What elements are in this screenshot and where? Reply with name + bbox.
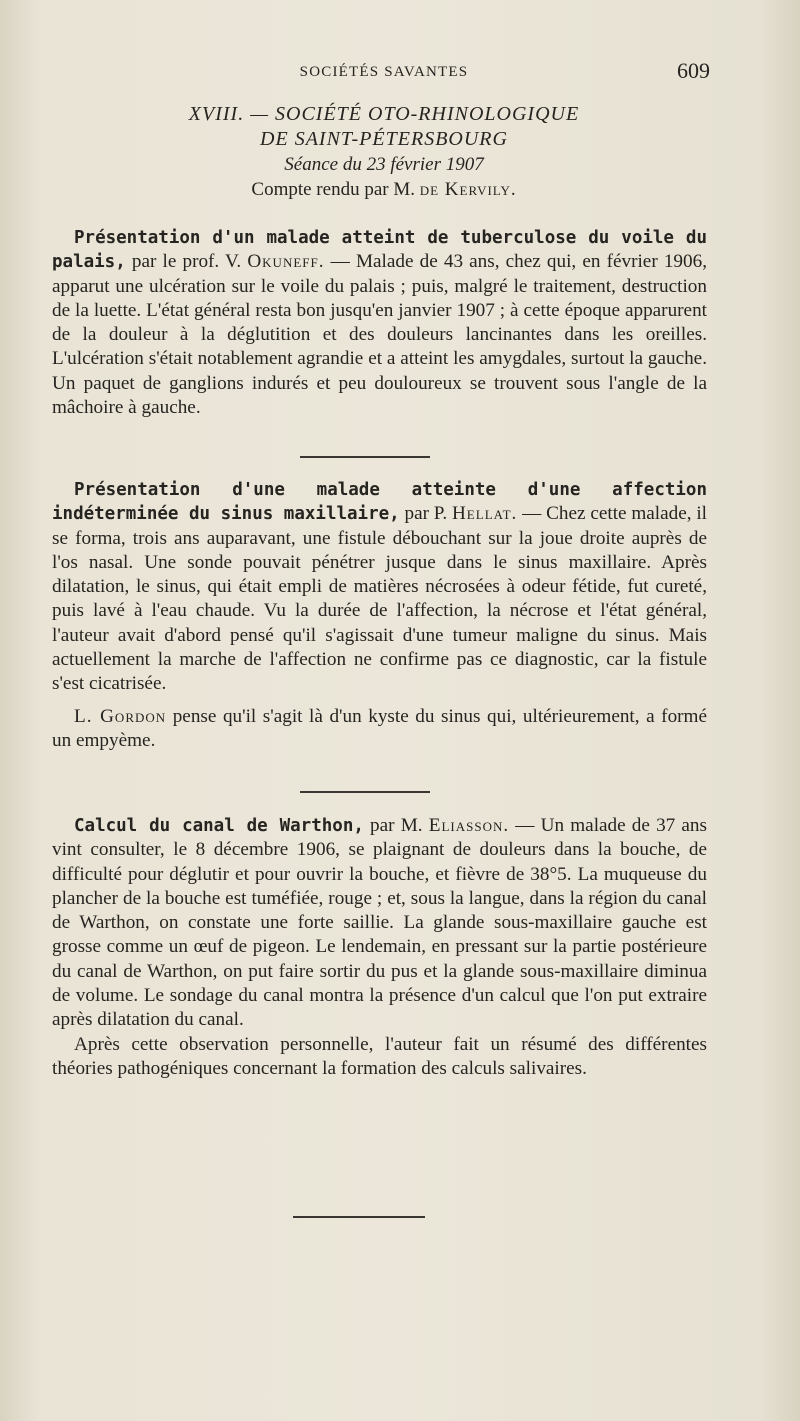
section-paragraph	[52, 814, 707, 1033]
section-paragraph	[52, 226, 707, 420]
section-author: L. Gordon	[74, 705, 167, 727]
section-title: Présentation d'une malade atteinte d'une affection indéterminée du sinus maxillaire,	[52, 480, 707, 525]
section-by: par M.	[363, 815, 429, 836]
section-divider	[300, 791, 430, 793]
page-number: 609	[677, 58, 710, 83]
running-head	[52, 56, 716, 88]
section-author: Hellat.	[451, 503, 518, 525]
section-text: — Malade de 43 ans, chez qui, en février 1906, apparut une ulcération sur le voile du palais ; puis, malgré le traitement, destruction de la luette. L'état général resta bon jusqu'en janvier 1907 ; à cette époque apparurent de la douleur à la déglutition et des douleurs lancinantes dans les oreilles. L'ulcération s'était notablement agrandie et a atteint les amygdales, surtout la gauche. Un paquet de ganglions indurés et peu douloureux se trouvent sous l'angle de la mâchoire à gauche.	[52, 251, 707, 419]
section-calculus	[52, 814, 707, 1081]
section-author: Eliasson.	[428, 815, 510, 836]
society-heading	[52, 102, 716, 202]
society-name-line1: XVIII. — SOCIÉTÉ OTO-RHINOLOGIQUE	[188, 103, 580, 125]
society-name-line2: DE SAINT-PÉTERSBOURG	[260, 128, 508, 150]
section-text: — Chez cette malade, il se forma, trois ans auparavant, une fistule débouchant sur la joue droite auprès de l'os nasal. Une sonde pouvait pénétrer jusque dans le sinus maxillaire. Après dilatation, le sinus, qui était empli de matières nécrosées à odeur fétide, fut cureté, puis lavé à l'eau chaude. Vu la durée de l'affection, la nécrose et l'état général, l'auteur avait d'abord pensé qu'il s'agissait d'une tumeur maligne du sinus. Mais actuellement la marche de l'affection ne confirme pas ce diagnostic, car la fistule s'est cicatrisée.	[52, 503, 708, 695]
section-text: pense qu'il s'agit là d'un kyste du sinus qui, ultérieurement, a formé un empyème.	[52, 705, 707, 751]
session-date: Séance du 23 février 1907	[284, 154, 484, 175]
section-sinus	[52, 478, 707, 753]
reporter-name: de Kervily.	[419, 179, 517, 200]
reporter-prefix: Compte rendu par M.	[251, 179, 420, 200]
section-divider	[300, 456, 430, 458]
section-paragraph	[52, 705, 707, 754]
section-title: Calcul du canal de Warthon,	[74, 816, 364, 836]
section-paragraph	[52, 478, 707, 697]
end-divider	[293, 1216, 425, 1218]
reporter-line	[52, 177, 716, 202]
running-title: SOCIÉTÉS SAVANTES	[299, 64, 469, 80]
section-tuberculosis	[52, 226, 707, 420]
section-by: par P.	[399, 503, 452, 525]
section-text: — Un malade de 37 ans vint consulter, le 8 décembre 1906, se plaignant de douleurs dans la bouche, de difficulté pour déglutir et pour ouvrir la bouche, et fièvre de 38°5. La muqueuse du plancher de la bouche est tuméfiée, rouge ; et, sous la langue, dans la région du canal de Warthon, on constate une forte saillie. La glande sous-maxillaire gauche est grosse comme un œuf de pigeon. Le lendemain, en pressant sur la partie postérieure du canal de Warthon, on put faire sortir du pus et la glande sous-maxillaire diminua de volume. Le sondage du canal montra la présence d'un calcul que l'on put extraire après dilatation du canal.	[52, 815, 707, 1031]
section-paragraph: Après cette observation personnelle, l'auteur fait un résumé des différentes théories pathogéniques concernant la formation des calculs salivaires.	[52, 1033, 707, 1079]
section-title: Présentation d'un malade atteint de tuberculose du voile du palais,	[52, 228, 707, 273]
section-by: par le prof. V.	[125, 251, 248, 273]
section-author: Okuneff.	[247, 251, 325, 273]
